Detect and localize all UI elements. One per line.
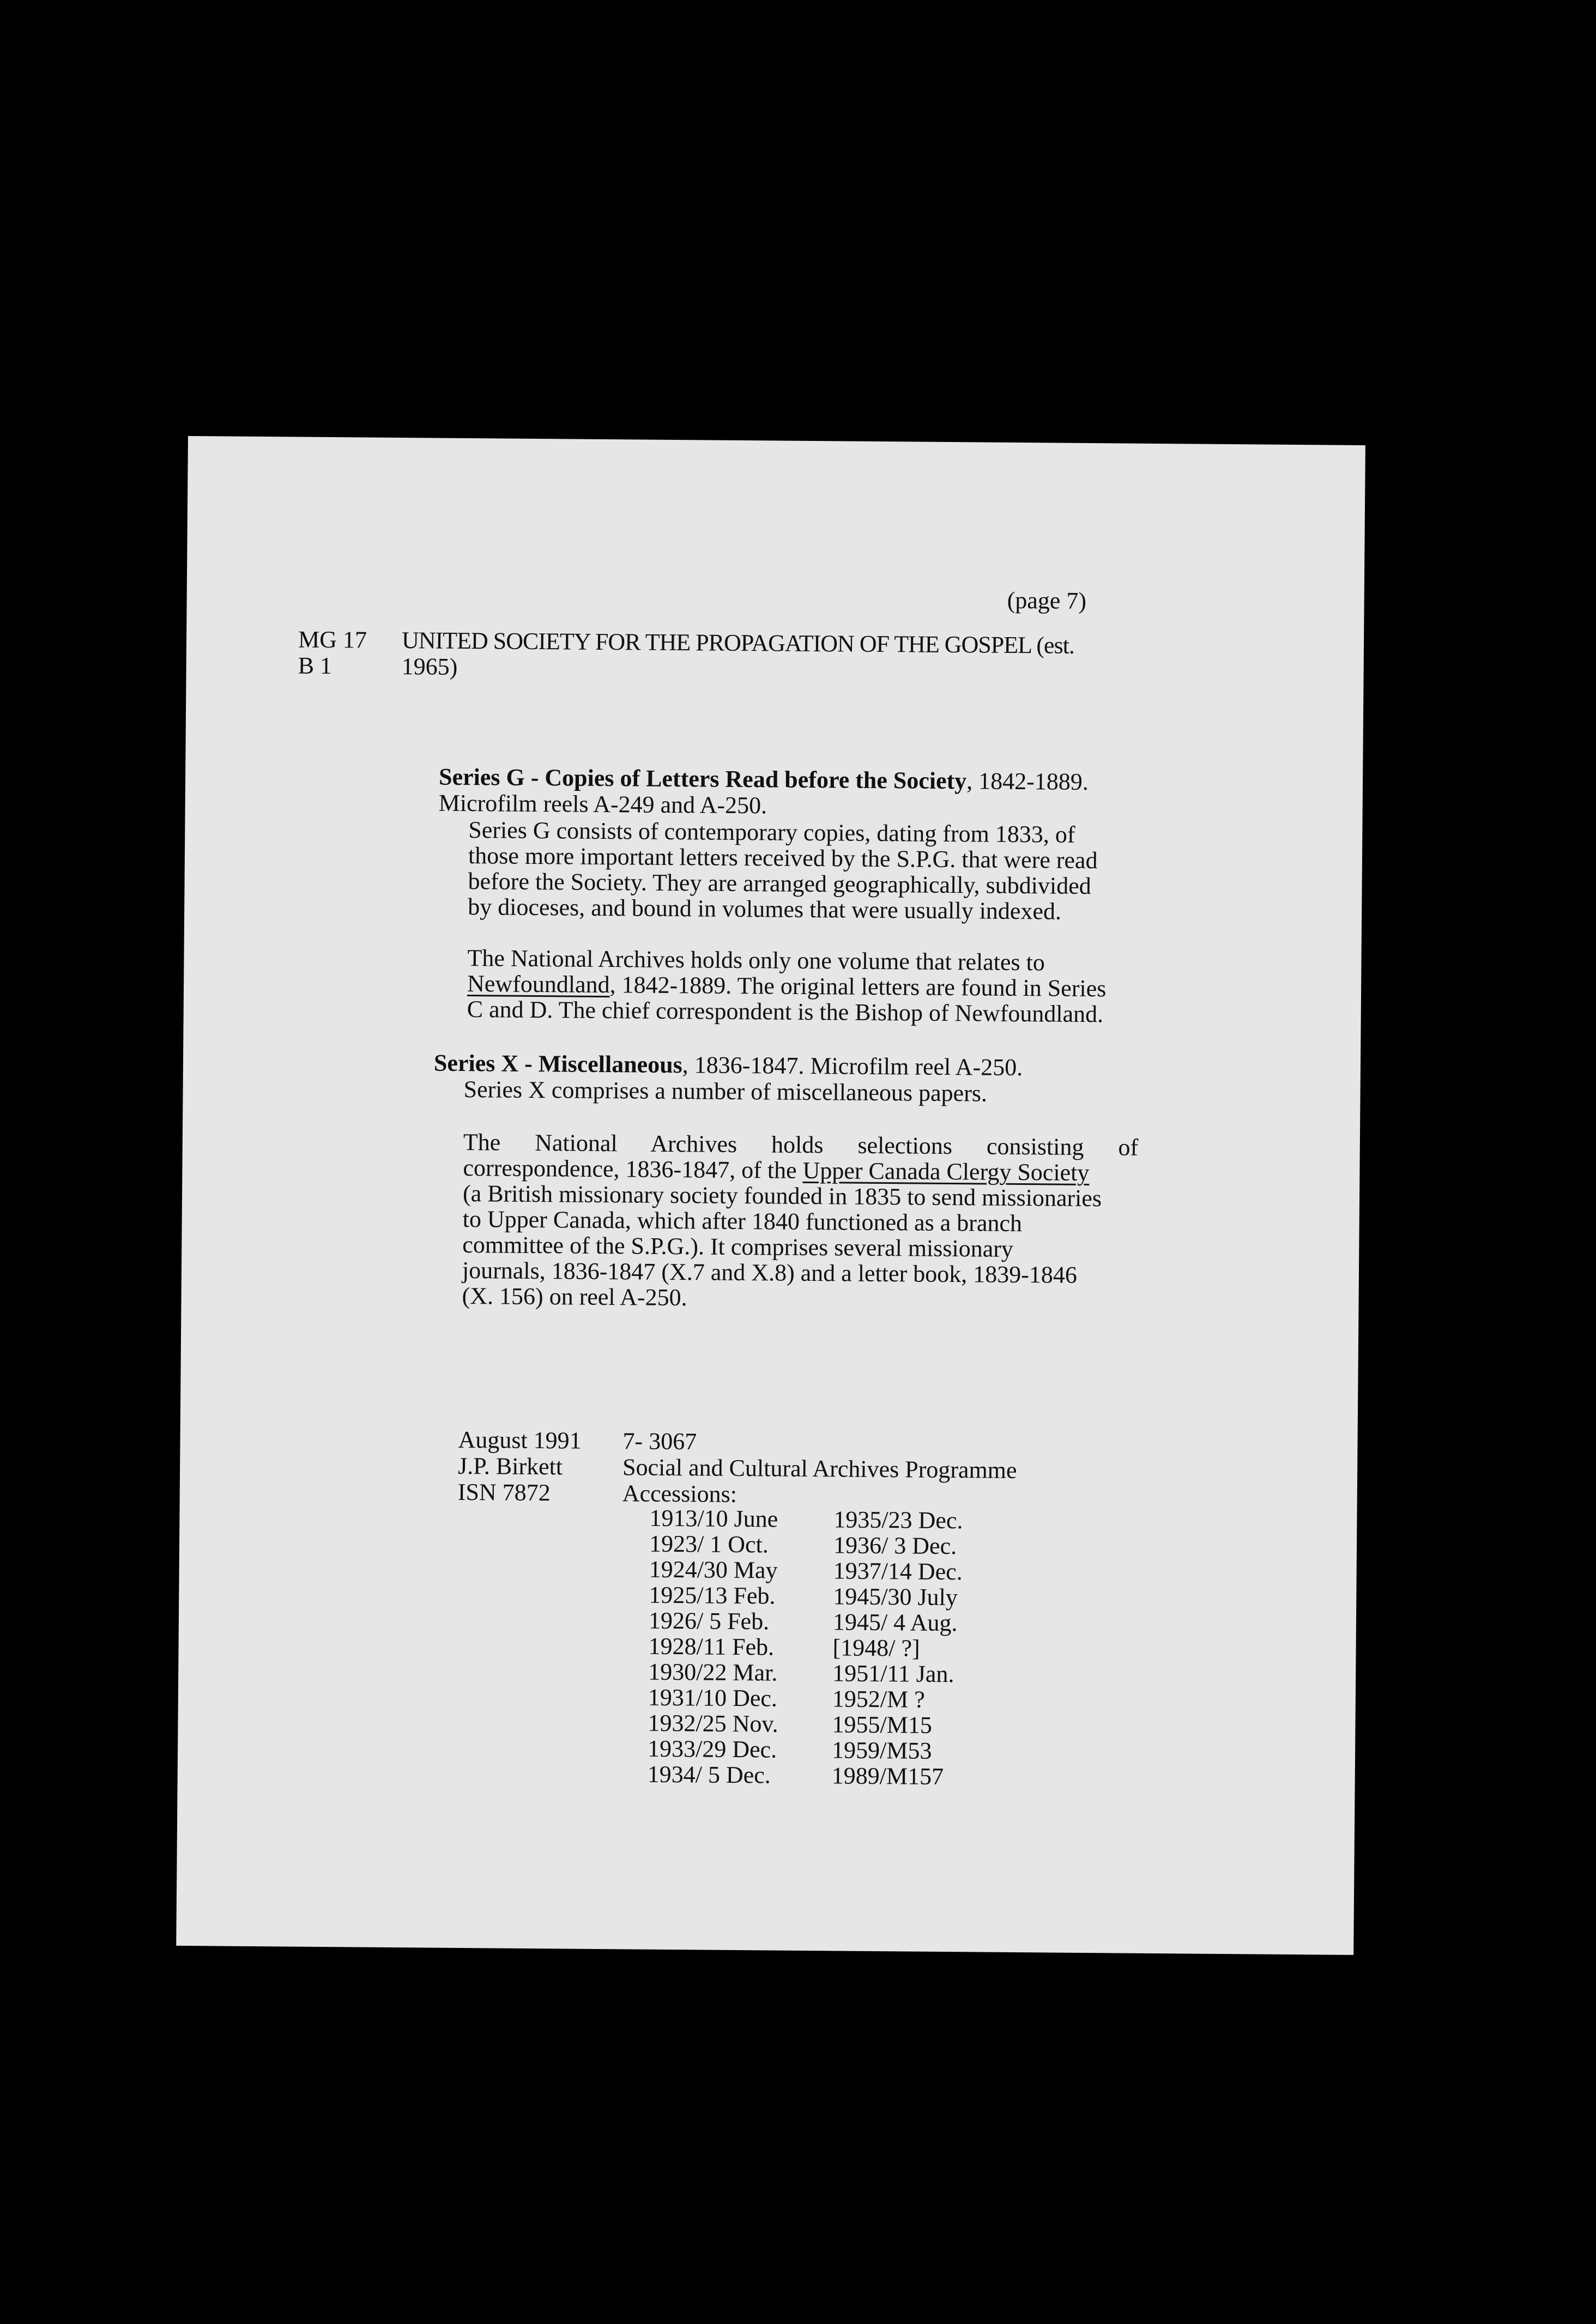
accession-item: 1933/29 Dec. bbox=[647, 1735, 777, 1763]
accession-item: 1945/30 July bbox=[833, 1583, 958, 1611]
accession-item: 1952/M ? bbox=[832, 1685, 925, 1713]
newfoundland-link: Newfoundland bbox=[467, 970, 610, 998]
footer-author: J.P. Birkett bbox=[457, 1452, 563, 1480]
reference-code-line1: MG 17 bbox=[298, 626, 367, 653]
series-g-desc-line: Series G consists of contemporary copies, dating from 1833, of bbox=[468, 816, 1075, 848]
series-g-prefix: Series G - bbox=[438, 763, 545, 791]
series-x-holdings-line: (X. 156) on reel A-250. bbox=[462, 1282, 687, 1311]
document-title-line2: 1965) bbox=[401, 653, 458, 680]
series-g-title: Copies of Letters Read before the Society bbox=[545, 764, 967, 795]
series-x-title: Miscellaneous bbox=[538, 1050, 682, 1079]
accession-item: 1951/11 Jan. bbox=[832, 1660, 954, 1688]
accession-item: 1937/14 Dec. bbox=[833, 1557, 963, 1585]
accession-item: 1931/10 Dec. bbox=[648, 1684, 778, 1712]
page-number: (page 7) bbox=[1007, 586, 1087, 614]
footer-accessions-label: Accessions: bbox=[622, 1480, 737, 1508]
series-g-desc-line: before the Society. They are arranged geographically, subdivided bbox=[468, 868, 1091, 900]
reference-code-line2: B 1 bbox=[298, 652, 332, 680]
footer-date: August 1991 bbox=[458, 1426, 582, 1454]
document-title-line1: UNITED SOCIETY FOR THE PROPAGATION OF THE GOSPEL (est. bbox=[401, 627, 1075, 659]
accession-item: 1930/22 Mar. bbox=[648, 1658, 778, 1686]
accession-item: 1934/ 5 Dec. bbox=[647, 1760, 771, 1789]
document-page bbox=[176, 436, 1365, 1955]
upper-canada-clergy-society-link: Upper Canada Clergy Society bbox=[802, 1157, 1090, 1187]
series-x-holdings-line: The National Archives holds selections consisting of bbox=[463, 1129, 1139, 1161]
series-g-desc-line: those more important letters received by the S.P.G. that were read bbox=[468, 842, 1098, 874]
accessions-column-2 bbox=[832, 1506, 963, 1789]
series-g-microfilm: Microfilm reels A-249 and A-250. bbox=[438, 789, 767, 819]
footer-file-number: 7- 3067 bbox=[622, 1427, 697, 1455]
accession-item: 1955/M15 bbox=[832, 1711, 933, 1739]
accession-item: 1959/M53 bbox=[831, 1736, 932, 1764]
series-g-description bbox=[468, 816, 1098, 925]
series-x-heading bbox=[434, 1051, 1023, 1080]
accession-item: 1989/M157 bbox=[831, 1762, 944, 1790]
series-x-holdings-line: correspondence, 1836-1847, of the Upper Canada Clergy Society bbox=[463, 1154, 1090, 1187]
series-g-heading bbox=[439, 765, 1089, 794]
series-x-prefix: Series X - bbox=[433, 1049, 539, 1078]
series-g-holdings-line: C and D. The chief correspondent is the Bishop of Newfoundland. bbox=[467, 996, 1104, 1028]
series-x-description: Series X comprises a number of miscellaneous papers. bbox=[463, 1076, 988, 1107]
series-g-dates: , 1842-1889. bbox=[966, 767, 1089, 795]
accession-item: 1932/25 Nov. bbox=[648, 1709, 778, 1738]
accession-item: [1948/ ?] bbox=[832, 1634, 920, 1662]
series-x-dates-microfilm: , 1836-1847. Microfilm reel A-250. bbox=[682, 1051, 1023, 1081]
accession-item: 1926/ 5 Feb. bbox=[648, 1607, 770, 1635]
accessions-column-1 bbox=[648, 1505, 780, 1788]
series-x-holdings-line: journals, 1836-1847 (X.7 and X.8) and a letter book, 1839-1846 bbox=[462, 1256, 1078, 1288]
accession-item: 1923/ 1 Oct. bbox=[649, 1530, 769, 1558]
series-g-desc-line: by dioceses, and bound in volumes that were usually indexed. bbox=[468, 893, 1062, 925]
series-g-holdings bbox=[467, 945, 1107, 1028]
accession-item: 1935/23 Dec. bbox=[833, 1506, 963, 1534]
series-g-holdings-line: The National Archives holds only one volume that relates to bbox=[467, 945, 1045, 976]
series-x-holdings-line: committee of the S.P.G.). It comprises several missionary bbox=[462, 1231, 1014, 1262]
series-x-holdings-line: (a British missionary society founded in 1835 to send missionaries bbox=[462, 1180, 1102, 1212]
series-x-holdings bbox=[462, 1129, 1139, 1314]
accession-item: 1925/13 Feb. bbox=[649, 1581, 776, 1609]
accession-item: 1945/ 4 Aug. bbox=[832, 1608, 958, 1637]
accession-item: 1913/10 June bbox=[649, 1504, 778, 1533]
series-g-holdings-line: Newfoundland, 1842-1889. The original letters are found in Series bbox=[467, 970, 1107, 1002]
accession-item: 1936/ 3 Dec. bbox=[833, 1532, 957, 1560]
accession-item: 1924/30 May bbox=[649, 1556, 778, 1584]
footer-programme: Social and Cultural Archives Programme bbox=[622, 1454, 1017, 1484]
series-x-holdings-line: to Upper Canada, which after 1840 functioned as a branch bbox=[462, 1206, 1023, 1237]
footer-isn: ISN 7872 bbox=[457, 1478, 551, 1506]
accession-item: 1928/11 Feb. bbox=[648, 1632, 775, 1661]
